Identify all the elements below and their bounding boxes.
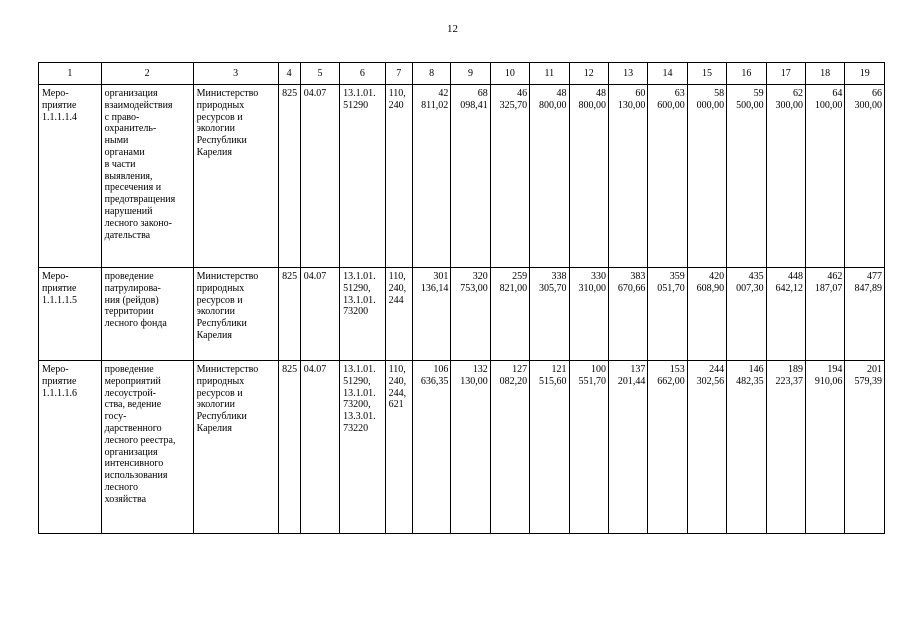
amount-cell: 420 608,90: [687, 268, 726, 361]
section-code: 04.07: [300, 361, 339, 534]
amount-cell: 59 500,00: [727, 85, 766, 268]
amount-cell: 46 325,70: [490, 85, 529, 268]
amount-cell: 330 310,00: [569, 268, 608, 361]
column-header: 17: [766, 63, 805, 85]
header-row: [39, 63, 885, 85]
column-header: 11: [530, 63, 569, 85]
amount-cell: 137 201,44: [608, 361, 647, 534]
amount-cell: 48 800,00: [530, 85, 569, 268]
ministry-code: 825: [278, 268, 300, 361]
amount-cell: 58 000,00: [687, 85, 726, 268]
amount-cell: 448 642,12: [766, 268, 805, 361]
amount-cell: 189 223,37: [766, 361, 805, 534]
target-article-code: 13.1.01. 51290: [340, 85, 385, 268]
amount-cell: 338 305,70: [530, 268, 569, 361]
amount-cell: 301 136,14: [412, 268, 450, 361]
amount-cell: 48 800,00: [569, 85, 608, 268]
section-code: 04.07: [300, 268, 339, 361]
column-header: 6: [340, 63, 385, 85]
column-header: 15: [687, 63, 726, 85]
budget-table: [38, 62, 885, 534]
activity-name: Меро- приятие 1.1.1.1.4: [39, 85, 102, 268]
column-header: 8: [412, 63, 450, 85]
column-header: 14: [648, 63, 687, 85]
ministry-code: 825: [278, 85, 300, 268]
amount-cell: 63 600,00: [648, 85, 687, 268]
amount-cell: 320 753,00: [451, 268, 490, 361]
amount-cell: 60 130,00: [608, 85, 647, 268]
executor: Министерство природных ресурсов и экологии Республики Карелия: [193, 361, 278, 534]
column-header: 1: [39, 63, 102, 85]
column-header: 4: [278, 63, 300, 85]
section-code: 04.07: [300, 85, 339, 268]
page-number: 12: [447, 23, 458, 35]
amount-cell: 127 082,20: [490, 361, 529, 534]
column-header: 16: [727, 63, 766, 85]
executor: Министерство природных ресурсов и экологии Республики Карелия: [193, 268, 278, 361]
amount-cell: 42 811,02: [412, 85, 450, 268]
expense-type-code: 110, 240, 244: [385, 268, 412, 361]
column-header: 19: [845, 63, 885, 85]
amount-cell: 62 300,00: [766, 85, 805, 268]
amount-cell: 259 821,00: [490, 268, 529, 361]
amount-cell: 435 007,30: [727, 268, 766, 361]
column-header: 18: [805, 63, 844, 85]
column-header: 9: [451, 63, 490, 85]
activity-description: организация взаимодействия с право- охранитель- ными органами в части выявления, пресечения и предотвращения нарушений лесного законо- дательства: [101, 85, 193, 268]
amount-cell: 106 636,35: [412, 361, 450, 534]
table-row: [39, 85, 885, 268]
amount-cell: 146 482,35: [727, 361, 766, 534]
column-header: 13: [608, 63, 647, 85]
column-header: 10: [490, 63, 529, 85]
column-header: 2: [101, 63, 193, 85]
executor: Министерство природных ресурсов и экологии Республики Карелия: [193, 85, 278, 268]
amount-cell: 194 910,06: [805, 361, 844, 534]
amount-cell: 66 300,00: [845, 85, 885, 268]
activity-name: Меро- приятие 1.1.1.1.5: [39, 268, 102, 361]
amount-cell: 121 515,60: [530, 361, 569, 534]
table-row: [39, 361, 885, 534]
column-header: 7: [385, 63, 412, 85]
ministry-code: 825: [278, 361, 300, 534]
amount-cell: 359 051,70: [648, 268, 687, 361]
amount-cell: 462 187,07: [805, 268, 844, 361]
target-article-code: 13.1.01. 51290, 13.1.01. 73200: [340, 268, 385, 361]
amount-cell: 132 130,00: [451, 361, 490, 534]
amount-cell: 477 847,89: [845, 268, 885, 361]
amount-cell: 64 100,00: [805, 85, 844, 268]
amount-cell: 68 098,41: [451, 85, 490, 268]
amount-cell: 100 551,70: [569, 361, 608, 534]
activity-description: проведение мероприятий лесоустрой- ства, ведение госу- дарственного лесного реестра, организация интенсивного использования лесного хозяйства: [101, 361, 193, 534]
amount-cell: 153 662,00: [648, 361, 687, 534]
amount-cell: 201 579,39: [845, 361, 885, 534]
expense-type-code: 110, 240, 244, 621: [385, 361, 412, 534]
activity-name: Меро- приятие 1.1.1.1.6: [39, 361, 102, 534]
table-row: [39, 268, 885, 361]
column-header: 3: [193, 63, 278, 85]
expense-type-code: 110, 240: [385, 85, 412, 268]
activity-description: проведение патрулирова- ния (рейдов) территории лесного фонда: [101, 268, 193, 361]
column-header: 12: [569, 63, 608, 85]
amount-cell: 244 302,56: [687, 361, 726, 534]
target-article-code: 13.1.01. 51290, 13.1.01. 73200, 13.3.01. 73220: [340, 361, 385, 534]
amount-cell: 383 670,66: [608, 268, 647, 361]
column-header: 5: [300, 63, 339, 85]
